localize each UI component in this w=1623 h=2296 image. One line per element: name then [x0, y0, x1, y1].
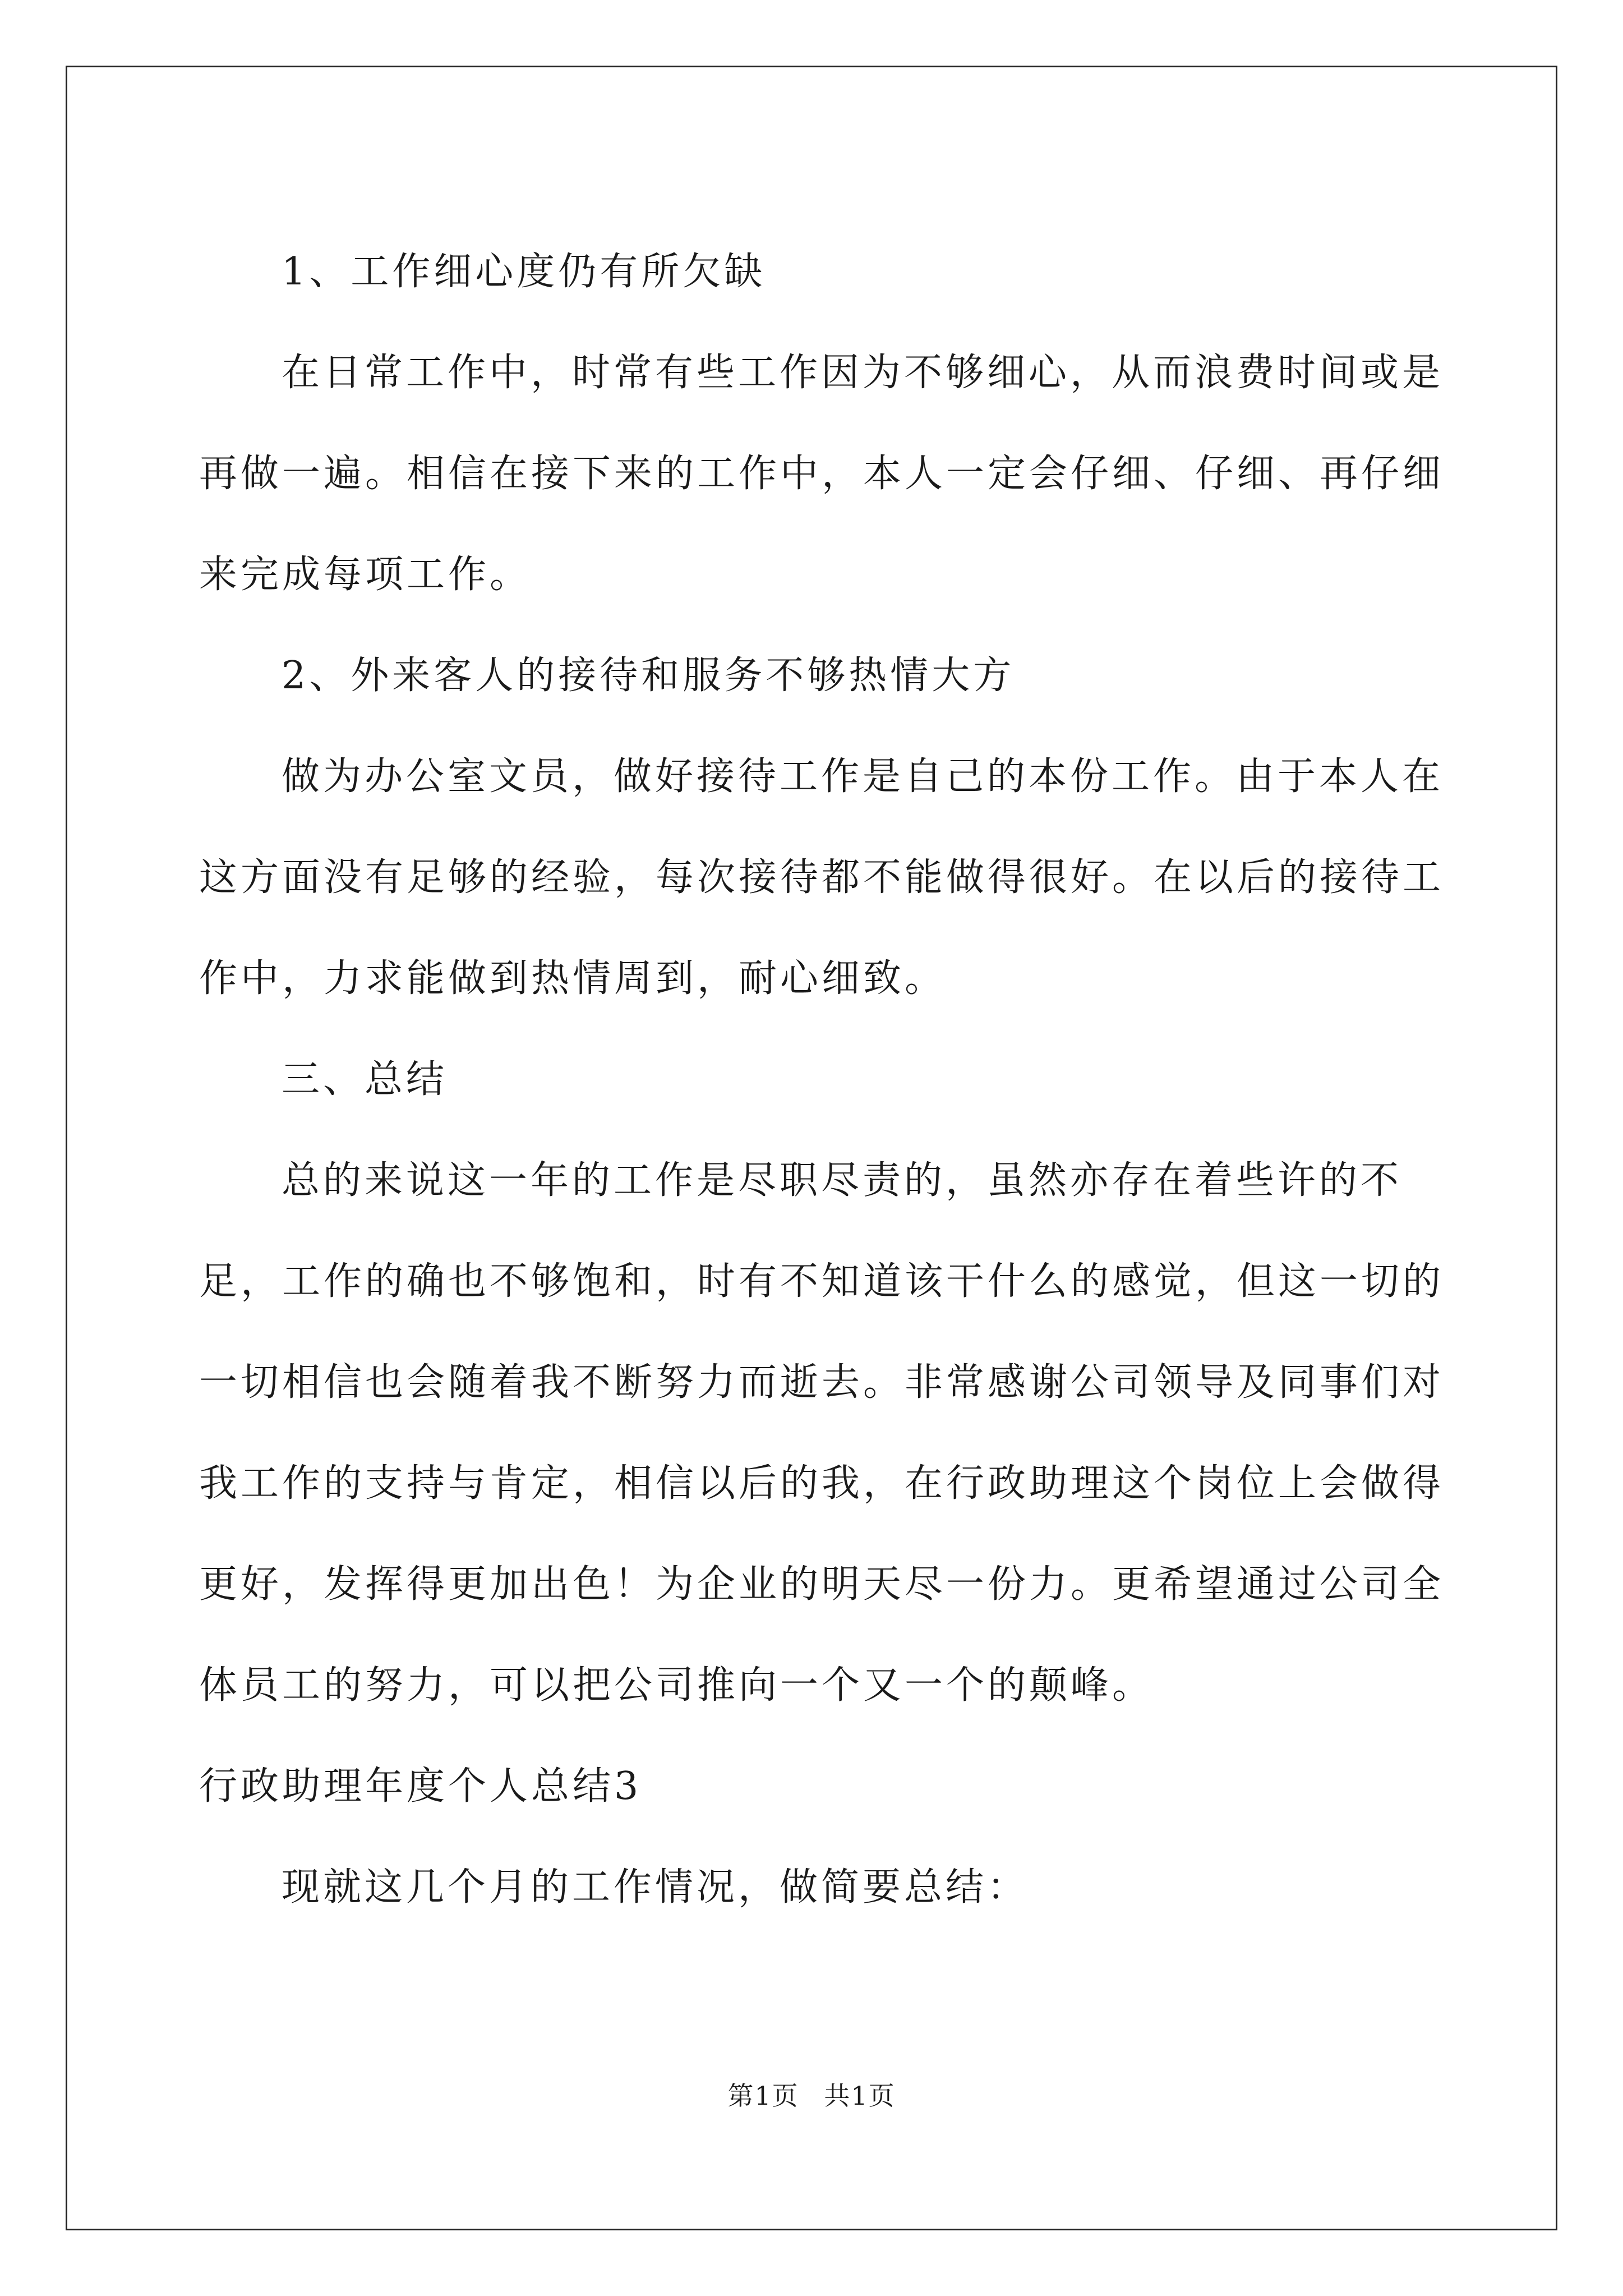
page-number-total: 共1页: [824, 2081, 896, 2111]
page-footer: [0, 2076, 1623, 2113]
paragraph-6: 总的来说这一年的工作是尽职尽责的，虽然亦存在着些许的不足，工作的确也不够饱和，时有不知道该干什么的感觉，但这一切的一切相信也会随着我不断努力而逝去。非常感谢公司领导及同事们对我工作的支持与肯定，相信以后的我，在行政助理这个岗位上会做得更好，发挥得更加出色！为企业的明天尽一份力。更希望通过公司全体员工的努力，可以把公司推向一个又一个的颠峰。: [199, 1158, 1445, 1708]
section-heading-summary: 三、总结: [282, 1057, 448, 1102]
paragraph-3: 2、外来客人的接待和服务不够热情大方: [282, 654, 1015, 698]
document-body: [199, 222, 1467, 1938]
paragraph-4: 做为办公室文员，做好接待工作是自己的本份工作。由于本人在这方面没有足够的经验，每次接待都不能做得很好。在以后的接待工作中，力求能做到热情周到，耐心细致。: [199, 754, 1445, 1001]
paragraph-8: 现就这几个月的工作情况，做简要总结：: [282, 1865, 1029, 1910]
paragraph-2: 在日常工作中，时常有些工作因为不够细心，从而浪费时间或是再做一遍。相信在接下来的工作中，本人一定会仔细、仔细、再仔细来完成每项工作。: [199, 351, 1445, 597]
page-number-current: 第1页: [727, 2081, 799, 2111]
document-title-3: 行政助理年度个人总结3: [199, 1764, 642, 1809]
paragraph-1: 1、工作细心度仍有所欠缺: [282, 250, 766, 294]
